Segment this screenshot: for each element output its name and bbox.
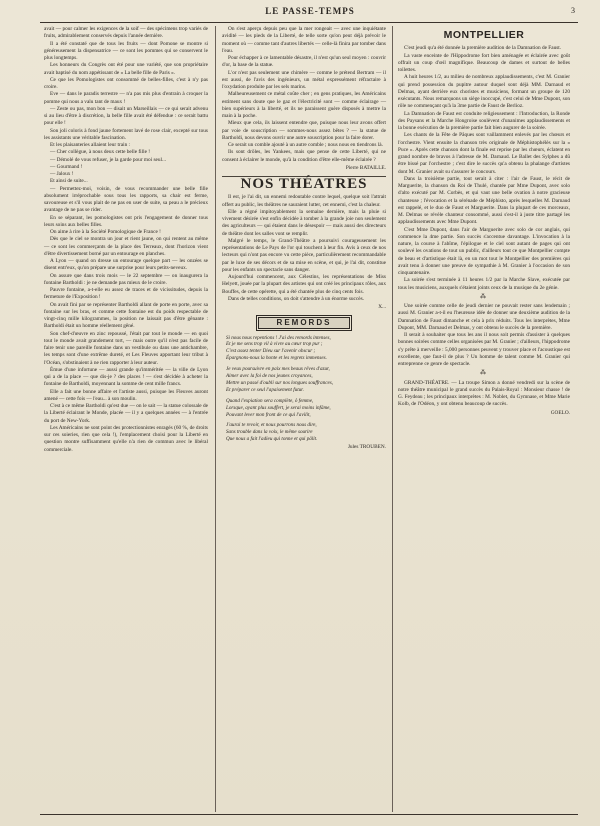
paragraph: Elle a fait une bonne affaire et l'artiste aussi, puisque les Fleuves auront amené — cette fois — l'eau... à son moulin. [44, 388, 208, 402]
paragraph: On s'est aperçu depuis peu que la mer rongeait — avec une inquiétante avidité — les pieds de la Liberté, de telle sorte qu'on peut déjà prévoir le moment où — comme tant d'autres libertés — celle-là finira par tomber dans l'eau. [222, 26, 386, 54]
paragraph: Dans la troisième partie, tout serait à citer : l'air de Faust, le récit de Marguerite, la chanson du Roi de Thulé, chantée par Mme Dupont, avec solo d'alto exécuté par M. Corbès, et qui vaut une belle ovation à notre gracieuse chanteuse ; l'évocation et la sérénade de Méphisto, après lesquelles M. Darnaud est rappelé, et le duo de Faust et Marguerite. Dans la plupart de ces morceaux, M. Delmas se révèle chanteur consommé, aussi s'est-il à juste titre partagé les applaudissements avec Mme Dupont. [398, 175, 570, 226]
poem-line: Quand l'expiation sera complète, ô femme, [226, 397, 314, 404]
paragraph: On avait fini par se représenter Bartholdi allant de porte en porte, avec sa fontaine sur les bras, et comme cette fontaine est du poids respectable de vingt-cinq mille kilogrammes, la position ne laissait pas d'être gênante : Bartholdi était un homme réellement gêné. [44, 301, 208, 330]
paragraph: Son joli coloris à fond jaune fortement lavé de rose clair, excepté sur tous les assistants une véritable fascination. [44, 127, 208, 141]
paragraph: Une soirée comme celle de jeudi dernier ne pouvait rester sans lendemain ; aussi M. Granier a-t-il eu l'heureuse idée de donner une deuxième audition de la Damnation de Faust dimanche et cela à prix réduits. Tous les interprètes, Mme Dupont, MM. Darnaud et Delmas, y ont obtenu le succès de la première. [398, 303, 570, 331]
poem-title-box [256, 315, 352, 330]
page-number: 3 [571, 6, 576, 15]
author-signature: GOELO. [550, 409, 570, 416]
section-title-theatres: NOS THÉATRES [240, 176, 368, 192]
poem-line: Lorsque, ayant plus souffert, je serai moins infâme, [226, 404, 331, 411]
paragraph: Les chants de la Fête de Pâques sont vaillamment enlevés par les chœurs et l'orchestre. Vient ensuite la chanson très originale de Méphistophélès sur la « Puce ». Après cette chanson dont la finale est reprise par les chœurs, éclatent en grand nombre de bravos à l'adresse de M. Darnaud. Le Ballet des Sylphes a dû être bissé par l'orchestre ; c'est dire le succès qu'a obtenu la phalange d'artistes dont M. Granier avait su s'assurer le concours. [398, 132, 570, 175]
paragraph: C'est jeudi qu'a été donnée la première audition de la Damnation de Faust. [404, 45, 562, 52]
poem-line: Mettre un passé d'oubli sur nos longues souffrances, [226, 379, 334, 386]
poem-line: Et je me sens trop vil à vivre au cœur trop pur ; [226, 341, 323, 348]
paragraph: La vaste enceinte de l'Hippodrome fort bien aménagée et éclairée avec goût offrait un coup d'œil magnifique. Beaucoup de dames et surtout de belles toilettes. [398, 52, 570, 73]
paragraph: Et ainsi de suite... [50, 178, 88, 185]
author-signature: Pierre BATAILLE. [345, 164, 386, 171]
paragraph: Elle a régné impitoyablement la semaine dernière, mais la pluie si vivement désirée s'est enfin décidée à tomber à la grande joie non seulement des agriculteurs — qui étaient dans le désespoir — mais aussi des directeurs de théâtre dont les salles vont se remplir. [222, 208, 386, 237]
paragraph: Il a été constaté que de tous les fruits — dont Pomone se montre si généreusement la dispensatrice — ce sont les pommes qui se conservent le plus longtemps. [44, 40, 208, 61]
column-left [44, 26, 208, 454]
poem-line: Épargnons-nous la honte et les regrets immenses. [226, 355, 327, 362]
paragraph: Son chef-d'œuvre en zinc repoussé, l'était par tout le monde — en quoi tout le monde avait grandement tort, — mais outre qu'il n'est pas facile de faire tenir une pareille fontaine dans un vestibule ou dans une antichambre, les temps sont d'une extrême dureté, et Les Fleuves apportant leur tribut à l'Océan, s'obstinaient à ne rien rapporter à leur auteur. [44, 330, 208, 366]
bottom-rule [40, 814, 578, 815]
masthead-title: LE PASSE-TEMPS [265, 6, 355, 16]
poem-line: Je veux poursuivre en paix mes beaux rêves d'azur, [226, 366, 330, 373]
masthead [40, 6, 580, 22]
paragraph: A huit heures 1/2, au milieu de nombreux applaudissements, c'est M. Granier qui prend possession du pupitre autour duquel sont déjà MM. Darnaud et Delmas, ayant derrière eux choristes et musiciens, formant un groupe de 120 exécutants. Nous remarquons un siège inoccupé, c'est celui de Mme Dupont, son rôle ne commençant qu'à la 3me partie de Faust de Berlioz. [398, 74, 570, 110]
theatre-signature: X... [378, 304, 386, 310]
paragraph: Les honneurs du Congrès ont été pour une variété, que son propriétaire avait baptisé du nom appétissant de « La belle fille de Paris ». [44, 62, 208, 76]
poem-line: Si nous nous repentions ! J'ai des remords intenses, [226, 334, 331, 341]
paragraph: — Permettez-moi, voisin, de vous recommander une belle fille absolument irréprochable sous tous les rapports, sa chair est ferme, savoureuse et s'il vous plait de ne pas en user de suite, sa peau a le précieux avantage de ne pas se rider. [44, 185, 208, 214]
paragraph: Dès que le ciel se montra un jour et rient jaune, on qui rentent au même — ce sont les commerçants de la place des Terreaux, dont l'horizon vient d'être divertissement borné par un entourage en planches. [44, 236, 208, 257]
column-separator [215, 26, 216, 812]
poem-line: Sans trouble dans la voix, le même sourire [226, 429, 313, 436]
paragraph: On assure que dans trois mois — le 22 septembre — on inaugurera la fontaine Bartholdi : je ne demande pas mieux de le croire. [44, 272, 208, 286]
paragraph: On aime à rire à la Société Pomologique de France ! [50, 229, 161, 235]
poem-line: Que nous a fait l'adieu qui tonne et qui pâlit. [226, 436, 318, 443]
poem [222, 335, 386, 444]
paragraph: L'or n'est pas seulement une chimère — comme le prétend Bertram — il est aussi, de l'avis des ingénieurs, un métal expressément réfractaire à l'oxydation produite par les sels marins. [222, 69, 386, 90]
poem-line: Pouvant lever mon front de ce qui l'avilit, [226, 411, 311, 418]
paragraph: Ce serait un comble ajouté à un autre comble ; nous nous en tiendrons là. [228, 142, 383, 148]
paragraph: — Gourmand ! [50, 163, 83, 170]
paragraph: A Lyon — quand on dresse un entourage quelque part — les onzées se disent entr'eux, qu'on prépare une surprise pour leurs petits-neveux. [44, 258, 208, 272]
poem-title: REMORDS [258, 317, 350, 328]
asterism: ⁂ [480, 370, 488, 377]
paragraph: La Damnation de Faust est conduite religieusement : l'Introduction, la Ronde des Paysans et la Marche Hongroise soulèvent d'unanimes applaudissements et la bonne exécution de la première partie fait bien augurer de la soirée. [398, 110, 570, 131]
paragraph: Émue d'une infortune — aussi grande qu'imméritée — la ville de Lyon qui a de la place — que dis-je ? des places ! — s'est décidée à acheter la fontaine de Bartholdi, moyennant la somme de cent mille francs. [44, 366, 208, 388]
paragraph: C'est à ce même Bartholdi qu'est due — on le sait — la statue colossale de la Liberté éclairant le Monde, placée — il y a quelques années — à l'entrée du port de New-York. [44, 403, 208, 424]
paragraph: Aujourd'hui commencent, aux Célestins, les représentations de Miss Helyett, jouée par la plupart des artistes qui ont créé les principaux rôles, aux Bouffes, de cette opérette, qui a été chantée plus de cinq cents fois. [222, 274, 386, 295]
poem-line: Aimer avec la foi de nos jeunes croyances, [226, 373, 313, 380]
paragraph: Malgré le temps, le Grand-Théâtre a poursuivi courageusement les représentations de Le Pays de l'or qui touchent à leur fin. Avis à ceux de nos lecteurs qui n'ont pas encore vu cette pièce, particulièrement recommandable par le luxe de ses décors et de sa mise en scène, et qui, je l'ai dit, constitue pour les enfants un spectacle sans danger. [222, 237, 386, 273]
paragraph: Il serait à souhaiter que tous les ans il nous soit permis d'assister à quelques bonnes soirées comme celles organisées par M. Granier ; d'ailleurs, l'hippodrome s'y prête à merveille : 5,000 personnes peuvent y trouver place et l'acoustique est excellente, que faut-il de plus ? Un homme de talent comme M. Granier qui entreprenne ce genre de spectacle. [398, 332, 570, 367]
paragraph: Il est, je l'ai dit, un ennemi redoutable contre lequel, quelque soit l'attrait offert au public, les théâtres ne sauraient lutter, cet ennemi, c'est la chaleur. [222, 194, 386, 208]
paragraph: — Cher collègue, à nous deux cette belle fille ! [50, 149, 151, 156]
top-rule [40, 22, 578, 23]
paragraph: Ce que les Pomologistes ont consommé de belles-filles, c'est à n'y pas croire. [44, 76, 208, 90]
poem-line: C'est assez tenter Dieu sur l'avenir obscur ; [226, 348, 316, 355]
paragraph: En se séparant, les pomologistes ont pris l'engagement de donner tous leurs soins aux belles filles. [44, 214, 208, 228]
poem-signature: Jules TROUBEN. [347, 444, 386, 451]
paragraph: Dans de telles conditions, on doit s'attendre à un énorme succès. [228, 295, 364, 302]
paragraph: Malheureusement ce métal coûte cher ; en gens pratiques, les Américains estiment sans doute que le gaz et l'électricité sont — comme éclairage — bien supérieurs à la liberté, et ils ne paraissent guère disposés à mettre la main à la poche. [222, 91, 386, 119]
paragraph: C'est Mme Dupont, dans l'air de Marguerite avec solo de cor anglais, qui commence la 4me partie. Son succès s'accentue davantage. L'invocation à la nature, la course à l'abîme, l'épilogue et le ciel sont autant de pages qui ont soulevé les ovations de tout un public, d'ailleurs tout ce que Montpellier compte de beau et d'artistique était là, en un mot tout le Montpellier des premières qui avait tenu à donner une preuve de sympathie à M. Granier à l'occasion de son cinquantenaire. [398, 226, 570, 276]
paragraph: — Jaloux ! [50, 171, 74, 177]
paragraph: Ils sont drôles, les Yankees, mais que pense de cette Liberté, qui ne consent à éclairer le monde, qu'à la condition d'être elle-même éclairée ? [222, 149, 386, 163]
paragraph: La soirée s'est terminée à 11 heures 1/2 par la Marche Slave, exécutée par tous les musiciens, auxquels s'étaient joints ceux de la musique du 2e génie. [398, 277, 570, 291]
paragraph: Les Américains ne sont point des protectionnistes enragés (60 %, de droits sur ces soieries, rien que cela !), l'emplacement choisi pour la Liberté en question montre suffisamment qu'elle n'a rien de commun avec le libéral commerciale. [44, 424, 208, 453]
paragraph: avait — pour calmer les exigences de la soif — des spécimens trop variés de fruits, admirablement conservés depuis l'année dernière. [44, 26, 208, 40]
paragraph: Pauvre fontaine, a-t-elle eu assez de traces et de vicissitudes, depuis la fermeture de l'Exposition ! [44, 287, 208, 301]
paragraph: Et les plaisanteries allaient leur train : [50, 142, 131, 148]
asterism: ⁂ [480, 293, 488, 300]
paragraph: GRAND-THÉATRE. — La troupe Simon a donné vendredi sur la scène de notre théâtre municipal le grand succès du Palais-Royal : Monsieur chasse ! de G. Feydeau ; les principaux interprètes : M. Noblet, du Gymnase, et Mme Marie Kolb, de l'Odéon, y ont obtenu beaucoup de succès. [398, 379, 570, 408]
paragraph: — Démolé de vous refuser, je la garde pour moi seul... [50, 156, 166, 163]
column-separator [392, 26, 393, 812]
paragraph: Mieux que cela, ils laissent entendre que, puisque nous leur avons offert par voie de souscription — sommes-nous assez bêtes ? — la statue de Bartholdi, nous devons ouvrir une autre souscription pour la faire dorer. [222, 120, 386, 141]
paragraph: Pour échapper à ce lamentable désastre, il n'est qu'un seul moyen : couvrir d'or, la base de la statue. [222, 55, 386, 69]
poem-line: Et préparer ce seul l'apaisement futur. [226, 386, 304, 393]
poem-line: J'aurai te revoir, et nous pourrons nous dire, [226, 422, 317, 429]
paragraph: Eve — dans le paradis terrestre — n'a pas mis plus d'entrain à croquer la pomme qui nous a valu tant de maux ! [44, 91, 208, 105]
column-middle [222, 26, 386, 451]
column-right [398, 26, 570, 417]
section-title-montpellier: MONTPELLIER [443, 29, 525, 41]
paragraph: — Zeste ou pas, mon bon — disait un Marseillais — ce qui serait advenu si au lieu d'être à discrétion, la belle fille avait été défendue : ce serait battu pour elle ! [44, 105, 208, 127]
